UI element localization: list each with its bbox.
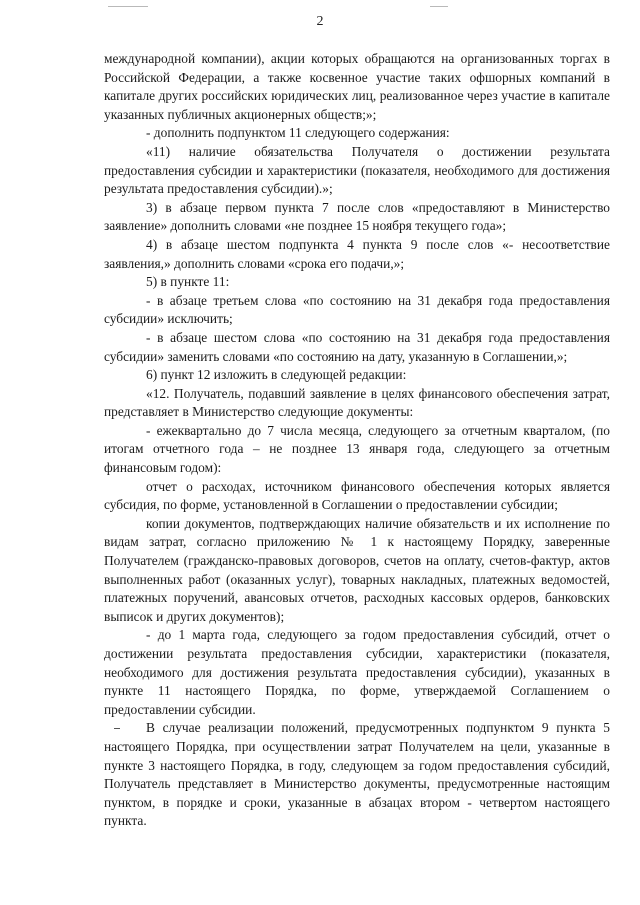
page-number: 2 [316, 14, 324, 29]
paragraph: - до 1 марта года, следующего за годом предоставления субсидий, отчет о достижении результата предоставления субсидии, характеристики (показателя, необходимого для достижения результата предоставления субсидии), указанных в пункте 11 настоящего Порядка, по форме, утверждаемой Соглашением о предоставлении субсидии. [104, 627, 610, 717]
scan-artifact-line [108, 6, 148, 7]
paragraph: международной компании), акции которых обращаются на организованных торгах в Российской Федерации, а также косвенное участие таких офшорных компаний в капитале других российских юридических лиц, реализованное через участие в капитале указанных публичных акционерных обществ;»; [104, 51, 610, 122]
paragraph: 4) в абзаце шестом подпункта 4 пункта 9 после слов «- несоответствие заявления,» дополнить словами «срока его подачи,»; [104, 236, 610, 271]
paragraph: «12. Получатель, подавший заявление в целях финансового обеспечения затрат, представляет в Министерство следующие документы: [104, 385, 610, 420]
paragraph: 3) в абзаце первом пункта 7 после слов «предоставляют в Министерство заявление» дополнить словами «не позднее 15 ноября текущего года»; [104, 199, 610, 234]
paragraph: «11) наличие обязательства Получателя о достижении результата предоставления субсидии и характеристики (показателя, необходимого для достижения результата предоставления субсидии).»; [104, 143, 610, 197]
paragraph: 6) пункт 12 изложить в следующей редакции: [146, 367, 407, 383]
paragraph: отчет о расходах, источником финансового обеспечения которых является субсидия, по форме, установленной в Соглашении о предоставлении субсидии; [104, 478, 610, 513]
paragraph: - ежеквартально до 7 числа месяца, следующего за отчетным кварталом, (по итогам отчетного года – не позднее 13 января года, следующего за отчетным финансовым годом): [104, 422, 610, 476]
margin-dash-mark [114, 728, 120, 729]
scan-artifact-line [430, 6, 448, 7]
paragraph: 5) в пункте 11: [146, 274, 230, 290]
paragraph: - в абзаце третьем слова «по состоянию на 31 декабря года предоставления субсидии» исключить; [104, 292, 610, 327]
paragraph: - в абзаце шестом слова «по состоянию на 31 декабря года предоставления субсидии» заменить словами «по состоянию на дату, указанную в Соглашении,»; [104, 329, 610, 364]
paragraph: В случае реализации положений, предусмотренных подпунктом 9 пункта 5 настоящего Порядка, при осуществлении затрат Получателем на цели, указанные в пункте 3 настоящего Порядка, в году, следующем за годом предоставления субсидий, Получатель представляет в Министерство документы, предусмотренные настоящим пунктом, в порядке и сроки, указанные в абзацах втором - четвертом настоящего пункта. [104, 720, 610, 829]
document-body [104, 50, 610, 831]
paragraph: копии документов, подтверждающих наличие обязательств и их исполнение по видам затрат, согласно приложению № 1 к настоящему Порядку, заверенные Получателем (гражданско-правовых договоров, счетов на оплату, счетов-фактур, актов выполненных работ (оказанных услуг), товарных накладных, платежных ведомостей, платежных поручений, авансовых отчетов, расходных кассовых ордеров, банковских выписок и других документов); [104, 515, 610, 624]
paragraph: - дополнить подпунктом 11 следующего содержания: [146, 125, 450, 141]
